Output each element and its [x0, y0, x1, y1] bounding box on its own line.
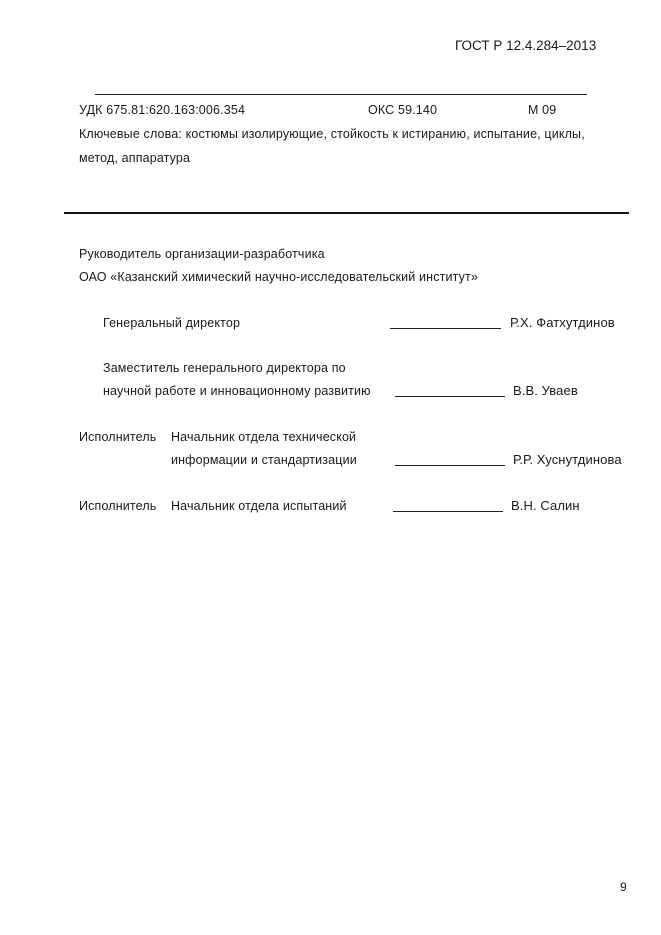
signature-line — [390, 328, 501, 329]
signatory-title: Генеральный директор — [103, 316, 241, 330]
signatory-title-cont: научной работе и инновационному развитию — [103, 384, 371, 398]
signatory-title: Начальник отдела технической — [171, 430, 357, 444]
signature-line — [393, 511, 503, 512]
section-divider — [64, 212, 629, 214]
signatory-name: Р.Х. Фатхутдинов — [510, 315, 615, 330]
signatory-title-cont: информации и стандартизации — [171, 453, 357, 467]
udk-code: УДК 675.81:620.163:006.354 — [79, 103, 246, 117]
signatory-name: В.В. Уваев — [513, 383, 578, 398]
signatory-name: В.Н. Салин — [511, 498, 580, 513]
signatory-title: Начальник отдела испытаний — [171, 499, 347, 513]
keywords-line-2: метод, аппаратура — [79, 151, 191, 165]
org-name: ОАО «Казанский химический научно-исследовательский институт» — [79, 270, 479, 284]
signatory-title: Заместитель генерального директора по — [103, 361, 346, 375]
document-code: ГОСТ Р 12.4.284–2013 — [455, 38, 597, 53]
signature-line — [395, 465, 505, 466]
role-prefix: Исполнитель — [79, 499, 157, 513]
signature-line — [395, 396, 505, 397]
role-prefix: Исполнитель — [79, 430, 157, 444]
org-heading: Руководитель организации-разработчика — [79, 247, 325, 261]
oks-code: ОКС 59.140 — [368, 103, 438, 117]
signatory-name: Р.Р. Хуснутдинова — [513, 452, 622, 467]
page-number: 9 — [620, 880, 627, 894]
top-divider — [95, 94, 587, 95]
group-code: М 09 — [528, 103, 557, 117]
keywords-line-1: Ключевые слова: костюмы изолирующие, стойкость к истиранию, испытание, циклы, — [79, 127, 585, 141]
